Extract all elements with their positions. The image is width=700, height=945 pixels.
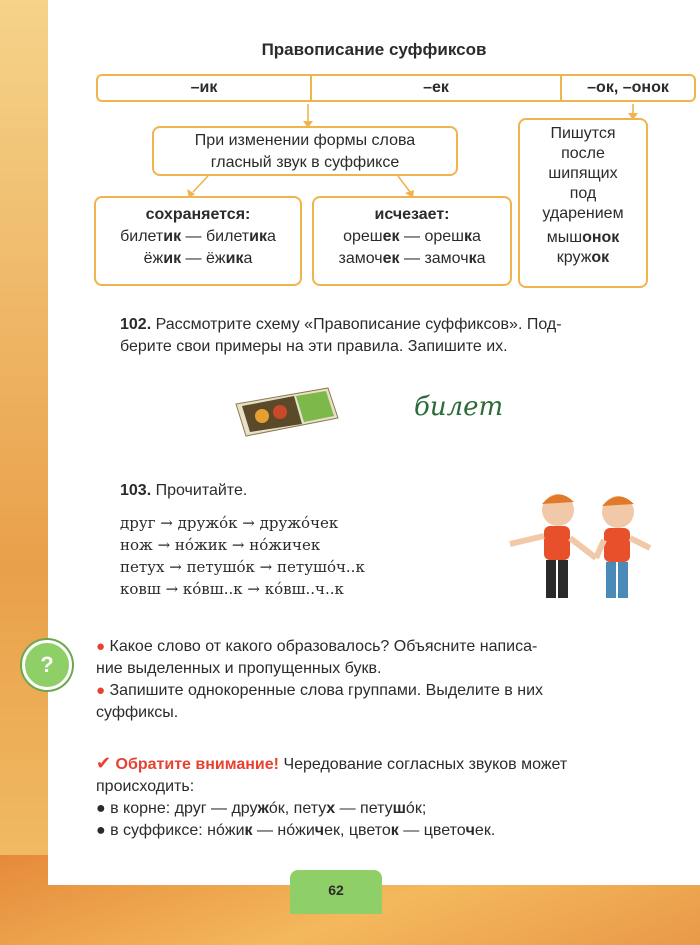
task-number: 103. xyxy=(120,482,152,499)
word-part: замоч xyxy=(424,250,469,267)
dash: — xyxy=(185,228,202,245)
suffix-lead: ● в суффиксе: xyxy=(96,822,203,839)
third-line: после xyxy=(561,145,605,162)
word-chain: петух → петушóк → петушóч..к xyxy=(120,558,365,576)
question-icon: ? xyxy=(22,640,72,690)
task-number: 102. xyxy=(120,316,152,333)
word-part: ореш xyxy=(424,228,464,245)
task-102 xyxy=(120,314,680,358)
boys-illustration xyxy=(500,488,670,608)
word-chain: нож → нóжик → нóжичек xyxy=(120,536,321,554)
attention-label: Обратите внимание! xyxy=(115,756,279,773)
word-part: дру xyxy=(231,800,258,817)
ending-part: а xyxy=(471,228,481,245)
task-text: Прочитайте. xyxy=(155,482,248,499)
dash: — xyxy=(211,800,228,817)
ending-part: а xyxy=(476,250,486,267)
suffix-part: онок xyxy=(582,229,620,246)
task-102-line-1 xyxy=(120,314,680,336)
question-text: ние выделенных и пропущенных букв. xyxy=(96,660,382,677)
lost-box xyxy=(312,196,512,286)
lost-row-1 xyxy=(314,226,510,248)
suffix-part: ик xyxy=(249,228,267,245)
condition-box xyxy=(152,126,458,176)
word-part: цвето xyxy=(423,822,466,839)
alternating-letter: ч xyxy=(465,822,475,839)
alternating-letter: ч xyxy=(314,822,325,839)
third-line: Пишутся xyxy=(550,125,616,142)
kept-box xyxy=(94,196,302,286)
word: друг xyxy=(174,800,207,817)
word-part: нóжи xyxy=(277,822,315,839)
attention-line-1 xyxy=(96,752,696,776)
dash: — xyxy=(403,250,420,267)
word-part: круж xyxy=(556,249,592,266)
suffix-part: ик xyxy=(163,228,182,245)
word-part: ореш xyxy=(343,228,383,245)
word-part: óк; xyxy=(405,800,427,817)
third-example-2 xyxy=(520,248,646,268)
condition-line-1: При изменении формы слова xyxy=(194,132,416,149)
attention-root xyxy=(96,798,696,820)
suffix-part: ик xyxy=(163,250,182,267)
alternating-letter: ш xyxy=(392,800,406,817)
third-line: ударением xyxy=(542,205,624,222)
ending-part: а xyxy=(266,228,276,245)
word-part: пету xyxy=(293,800,327,817)
word-part: нóжи xyxy=(207,822,245,839)
schema-title: Правописание суффиксов xyxy=(261,40,487,59)
suffix-part: ек xyxy=(382,228,400,245)
word-part: ек. xyxy=(474,822,496,839)
word-part: цвето xyxy=(348,822,391,839)
alternating-letter: х xyxy=(326,800,336,817)
dash: — xyxy=(256,822,273,839)
kept-label: сохраняется: xyxy=(145,206,251,223)
ticket-image xyxy=(232,386,342,438)
suffix-header-ok: –ок, –онок xyxy=(587,79,669,96)
alternating-letter: к xyxy=(244,822,253,839)
alternating-letter: к xyxy=(390,822,399,839)
question-2 xyxy=(96,680,676,702)
lost-label: исчезает: xyxy=(374,206,450,223)
word-part: мыш xyxy=(546,229,583,246)
dash: — xyxy=(403,228,420,245)
dash: — xyxy=(403,822,420,839)
attention-block xyxy=(96,752,696,842)
word-part: ек, xyxy=(324,822,345,839)
question-text: Какое слово от какого образовалось? Объясните написа- xyxy=(109,638,538,655)
word-chain: друг → дружóк → дружóчек xyxy=(120,514,339,532)
suffix-part: ок xyxy=(591,249,610,266)
task-103-header xyxy=(120,480,247,502)
lost-row-2 xyxy=(314,248,510,270)
word-part: пету xyxy=(360,800,393,817)
third-box xyxy=(518,118,648,288)
suffix-part: ик xyxy=(225,250,244,267)
dash: — xyxy=(185,250,202,267)
third-example-1 xyxy=(520,228,646,248)
task-text: Рассмотрите схему «Правописание суффиксов». Под- xyxy=(155,316,562,333)
question-text: суффиксы. xyxy=(96,704,179,721)
third-line: под xyxy=(569,185,597,202)
word-part: билет xyxy=(120,228,164,245)
suffix-part: к xyxy=(463,228,472,245)
attention-suffix xyxy=(96,820,696,842)
word-chain: ковш → кóвш..к → кóвш..ч..к xyxy=(120,580,344,598)
task-102-line-2: берите свои примеры на эти правила. Запишите их. xyxy=(120,338,508,355)
condition-line-2: гласный звук в суффиксе xyxy=(210,154,400,171)
questions-block xyxy=(96,636,676,724)
suffix-header-ek: –ек xyxy=(312,76,562,100)
attention-text: Чередование согласных звуков может xyxy=(283,756,568,773)
textbook-page xyxy=(40,0,700,885)
question-text: Запишите однокоренные слова группами. Выделите в них xyxy=(109,682,543,699)
bullet-icon: ● xyxy=(96,682,106,699)
kept-row-1 xyxy=(96,226,300,248)
suffix-header-ik: –ик xyxy=(98,76,312,100)
handwritten-word: билет xyxy=(414,392,504,422)
question-1 xyxy=(96,636,676,658)
word-part: ёж xyxy=(143,250,164,267)
attention-text-2: происходить: xyxy=(96,778,195,795)
word-part: замоч xyxy=(338,250,383,267)
checkmark-icon: ✔ xyxy=(96,753,112,773)
bullet-icon: ● xyxy=(96,638,106,655)
page-number: 62 xyxy=(290,870,382,914)
suffix-part: ек xyxy=(382,250,400,267)
word-part: билет xyxy=(206,228,250,245)
kept-row-2 xyxy=(96,248,300,270)
ending-part: а xyxy=(243,250,253,267)
third-line: шипящих xyxy=(548,165,618,182)
word-chain-list xyxy=(120,512,500,600)
alternating-letter: ж xyxy=(257,800,269,817)
word-part: óк, xyxy=(268,800,290,817)
suffix-part: к xyxy=(468,250,477,267)
dash: — xyxy=(339,800,356,817)
word-part: ёж xyxy=(206,250,226,267)
root-lead: ● в корне: xyxy=(96,800,171,817)
